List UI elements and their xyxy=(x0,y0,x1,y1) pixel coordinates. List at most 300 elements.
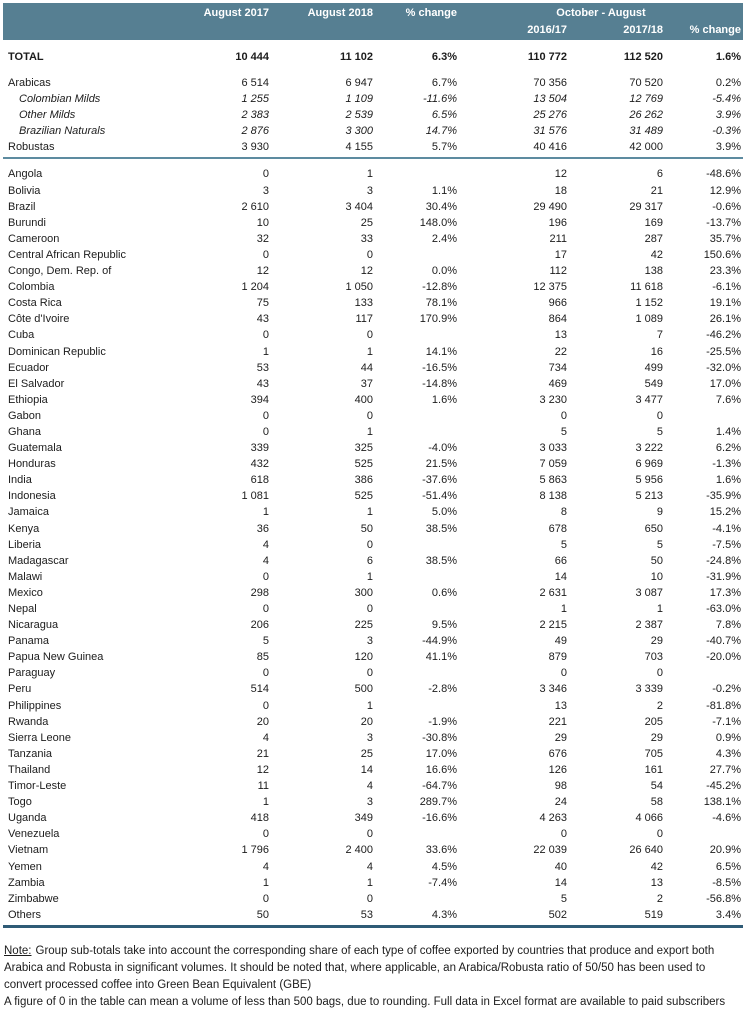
cell-value: -2.8% xyxy=(428,683,457,696)
cell-value: 41.1% xyxy=(425,651,457,664)
cell-value: 0 xyxy=(262,329,269,342)
note-text-1: Group sub-totals take into account the corresponding share of each type of coffee exported by countries that produce and export both Arabica and Robusta in significant volumes. It should be noted that, where applicable, an Arabica/Robusta ratio of 50/50 has been used to convert processed coffee into Green Bean Equivalent (GBE) xyxy=(4,944,715,991)
cell-value: 1 xyxy=(262,506,269,519)
cell-value: 1 xyxy=(366,699,373,712)
cell-value: 432 xyxy=(250,458,269,471)
cell-value: 32 xyxy=(256,232,269,245)
row-label: Other Milds xyxy=(19,109,76,122)
col-header-2017-18: 2017/18 xyxy=(623,23,663,36)
row-label: Paraguay xyxy=(8,667,56,680)
cell-value: 2 610 xyxy=(241,200,269,213)
cell-value: 5 213 xyxy=(635,490,663,503)
header-country-cell xyxy=(3,5,175,22)
cell-value: 12 xyxy=(360,265,373,278)
cell-value: 25 xyxy=(360,216,373,229)
cell-value: -0.3% xyxy=(712,125,741,138)
countries-section xyxy=(0,166,745,922)
cell-value: 43 xyxy=(256,313,269,326)
cell-value: -16.5% xyxy=(422,361,457,374)
cell-value: 138.1% xyxy=(703,796,741,809)
divider-after-countries xyxy=(3,925,743,928)
cell-value: 1 xyxy=(366,425,373,438)
cell-value: 2 400 xyxy=(345,844,373,857)
cell-value: 734 xyxy=(548,361,567,374)
row-label: India xyxy=(8,474,32,487)
cell-value: 0 xyxy=(366,248,373,261)
cell-value: 4 xyxy=(262,731,269,744)
cell-value: 0 xyxy=(262,828,269,841)
cell-value: 43 xyxy=(256,377,269,390)
cell-value: 2 387 xyxy=(635,619,663,632)
cell-value: 9.5% xyxy=(431,619,457,632)
row-label: Kenya xyxy=(8,522,40,535)
row-label: Congo, Dem. Rep. of xyxy=(8,265,112,278)
cell-value: 0 xyxy=(262,892,269,905)
cell-value: 0 xyxy=(262,570,269,583)
cell-value: -45.2% xyxy=(706,780,741,793)
cell-value: -7.4% xyxy=(428,876,457,889)
cell-value: -24.8% xyxy=(706,554,741,567)
cell-value: 53 xyxy=(256,361,269,374)
row-label: Honduras xyxy=(8,458,56,471)
cell-value: 14 xyxy=(360,763,373,776)
country-row xyxy=(3,311,743,327)
cell-value: 13 504 xyxy=(533,93,567,106)
cell-value: 206 xyxy=(250,619,269,632)
cell-value: 10 444 xyxy=(235,51,269,63)
cell-value: 10 xyxy=(650,570,663,583)
cell-value xyxy=(665,665,743,681)
cell-value: -6.1% xyxy=(712,281,741,294)
row-label: Venezuela xyxy=(8,828,60,841)
cell-value: 3 346 xyxy=(539,683,567,696)
cell-value xyxy=(375,408,459,424)
cell-value: -56.8% xyxy=(706,892,741,905)
cell-value: 29 490 xyxy=(533,200,567,213)
cell-value: 3 xyxy=(366,731,373,744)
group-row xyxy=(3,75,743,91)
cell-value: 5 xyxy=(560,892,567,905)
country-row xyxy=(3,842,743,858)
cell-value: 3 xyxy=(366,184,373,197)
country-row xyxy=(3,279,743,295)
country-row xyxy=(3,504,743,520)
row-label: Panama xyxy=(8,635,49,648)
cell-value xyxy=(375,601,459,617)
cell-value: 650 xyxy=(644,522,663,535)
row-label: Yemen xyxy=(8,860,42,873)
coffee-export-table-page xyxy=(0,3,745,1011)
cell-value xyxy=(375,166,459,182)
cell-value: -8.5% xyxy=(712,876,741,889)
cell-value: 29 xyxy=(650,635,663,648)
row-label: Madagascar xyxy=(8,554,69,567)
cell-value: 1 xyxy=(262,796,269,809)
cell-value: 27.7% xyxy=(709,763,741,776)
cell-value: 21 xyxy=(256,747,269,760)
country-row xyxy=(3,569,743,585)
cell-value: -64.7% xyxy=(422,780,457,793)
row-label: Colombian Milds xyxy=(19,93,101,106)
cell-value: -44.9% xyxy=(422,635,457,648)
cell-value xyxy=(375,424,459,440)
country-row xyxy=(3,762,743,778)
cell-value: 42 000 xyxy=(629,141,663,154)
cell-value: 26.1% xyxy=(709,313,741,326)
cell-value: -63.0% xyxy=(706,603,741,615)
col-header-pct-change-yearly: % change xyxy=(689,23,741,36)
cell-value: 502 xyxy=(548,908,567,921)
row-label: Thailand xyxy=(8,763,51,776)
row-label: Nepal xyxy=(8,603,37,615)
cell-value: 205 xyxy=(644,715,663,728)
cell-value: 3 033 xyxy=(539,442,567,455)
row-label: Malawi xyxy=(8,570,43,583)
cell-value: 120 xyxy=(354,651,373,664)
cell-value: 20 xyxy=(360,715,373,728)
cell-value: -1.9% xyxy=(428,715,457,728)
cell-value: 14.1% xyxy=(425,345,457,358)
cell-value: 1 xyxy=(366,570,373,583)
cell-value: 25 276 xyxy=(533,109,567,122)
cell-value: 112 xyxy=(549,265,567,278)
cell-value: -7.5% xyxy=(712,538,741,551)
row-label: Others xyxy=(8,908,42,921)
cell-value: 13 xyxy=(650,876,663,889)
cell-value: 6 514 xyxy=(241,77,269,89)
cell-value: 17.0% xyxy=(425,747,457,760)
cell-value xyxy=(375,327,459,343)
cell-value: 211 xyxy=(549,232,567,245)
cell-value: 0 xyxy=(366,538,373,551)
cell-value: 22 039 xyxy=(533,844,567,857)
cell-value: 1 xyxy=(366,876,373,889)
row-label: Brazil xyxy=(8,200,36,213)
row-label: Tanzania xyxy=(8,747,53,760)
cell-value: 6.5% xyxy=(431,109,457,122)
cell-value: 29 xyxy=(650,731,663,744)
cell-value: 349 xyxy=(354,812,373,825)
cell-value: -4.6% xyxy=(712,812,741,825)
table-header xyxy=(3,3,743,40)
cell-value: 3 087 xyxy=(635,586,663,599)
cell-value: 36 xyxy=(256,522,269,535)
country-row xyxy=(3,392,743,408)
cell-value: 0 xyxy=(262,168,269,181)
cell-value: 1 xyxy=(656,603,663,615)
cell-value: 500 xyxy=(354,683,373,696)
cell-value: 4 xyxy=(366,780,373,793)
cell-value: 0 xyxy=(262,425,269,438)
cell-value: 33.6% xyxy=(425,844,457,857)
country-row xyxy=(3,521,743,537)
group-row xyxy=(3,139,743,155)
cell-value: 38.5% xyxy=(425,554,457,567)
cell-value: 4 xyxy=(366,860,373,873)
cell-value: 0 xyxy=(262,603,269,615)
cell-value: 287 xyxy=(644,232,663,245)
header-row-2 xyxy=(3,22,743,39)
cell-value: 54 xyxy=(650,780,663,793)
cell-value: 1 109 xyxy=(345,93,373,106)
cell-value: 1 255 xyxy=(241,93,269,106)
cell-value: 40 xyxy=(554,860,567,873)
country-row xyxy=(3,875,743,891)
row-label: Jamaica xyxy=(8,506,49,519)
cell-value: 12 xyxy=(554,168,567,181)
country-row xyxy=(3,183,743,199)
total-section xyxy=(0,49,745,66)
country-row xyxy=(3,440,743,456)
country-row xyxy=(3,585,743,601)
country-row xyxy=(3,714,743,730)
cell-value: 0.0% xyxy=(431,265,457,278)
cell-value: -4.1% xyxy=(712,522,741,535)
cell-value: 1 xyxy=(366,345,373,358)
cell-value: 1 089 xyxy=(635,313,663,326)
cell-value: 58 xyxy=(650,796,663,809)
row-label: Indonesia xyxy=(8,490,56,503)
cell-value: 6 947 xyxy=(345,77,373,89)
cell-value: 126 xyxy=(548,763,567,776)
cell-value: 2 215 xyxy=(539,619,567,632)
row-label: Bolivia xyxy=(8,184,41,197)
cell-value: 514 xyxy=(250,683,269,696)
cell-value: 1.1% xyxy=(431,184,457,197)
cell-value: 0 xyxy=(262,699,269,712)
cell-value: 44 xyxy=(360,361,373,374)
cell-value: 0 xyxy=(560,409,567,422)
cell-value: 138 xyxy=(644,265,663,278)
cell-value: 469 xyxy=(548,377,567,390)
cell-value: 2 383 xyxy=(241,109,269,122)
cell-value: 23.3% xyxy=(709,265,741,278)
row-label: Gabon xyxy=(8,409,42,422)
row-label: Ghana xyxy=(8,425,42,438)
cell-value: 400 xyxy=(354,393,373,406)
cell-value: 676 xyxy=(548,747,567,760)
total-row xyxy=(3,49,743,66)
country-row xyxy=(3,424,743,440)
cell-value: 3.9% xyxy=(715,141,741,154)
cell-value: 40 416 xyxy=(533,141,567,154)
cell-value: 549 xyxy=(644,377,663,390)
cell-value: 0.6% xyxy=(431,586,457,599)
country-row xyxy=(3,810,743,826)
country-row xyxy=(3,215,743,231)
country-row xyxy=(3,794,743,810)
cell-value: -5.4% xyxy=(712,93,741,106)
cell-value xyxy=(375,247,459,263)
cell-value: 2.4% xyxy=(431,232,457,245)
cell-value: 15.2% xyxy=(709,506,741,519)
cell-value: 20 xyxy=(256,715,269,728)
cell-value: -20.0% xyxy=(706,651,741,664)
cell-value: 7.6% xyxy=(715,393,741,406)
row-label: Philippines xyxy=(8,699,62,712)
country-row xyxy=(3,231,743,247)
cell-value: 7 xyxy=(656,329,663,342)
cell-value: 112 520 xyxy=(623,51,663,63)
country-row xyxy=(3,344,743,360)
cell-value xyxy=(375,537,459,553)
cell-value: 12 375 xyxy=(533,281,567,294)
cell-value: 225 xyxy=(354,619,373,632)
cell-value: 3 222 xyxy=(635,442,663,455)
row-label: Liberia xyxy=(8,538,42,551)
cell-value: 3 404 xyxy=(345,200,373,213)
cell-value: 170.9% xyxy=(419,313,457,326)
cell-value: 50 xyxy=(256,908,269,921)
row-label: Vietnam xyxy=(8,844,49,857)
cell-value: 0 xyxy=(656,409,663,422)
cell-value: 10 xyxy=(256,216,269,229)
cell-value: -0.2% xyxy=(712,683,741,696)
country-row xyxy=(3,488,743,504)
country-row xyxy=(3,891,743,907)
row-label: Zambia xyxy=(8,876,45,889)
cell-value xyxy=(375,826,459,842)
cell-value: 0 xyxy=(262,667,269,680)
cell-value: -31.9% xyxy=(706,570,741,583)
cell-value: 17 xyxy=(554,248,567,261)
cell-value: 110 772 xyxy=(527,51,567,63)
cell-value: 0 xyxy=(560,667,567,680)
cell-value: 38.5% xyxy=(425,522,457,535)
cell-value: -4.0% xyxy=(428,442,457,455)
cell-value: 5 xyxy=(656,538,663,551)
cell-value: 8 138 xyxy=(539,490,567,503)
cell-value: -32.0% xyxy=(706,361,741,374)
cell-value: 7 059 xyxy=(539,458,567,471)
cell-value: 394 xyxy=(250,393,269,406)
cell-value: 4.3% xyxy=(715,747,741,760)
cell-value: 864 xyxy=(548,313,567,326)
row-label: Guatemala xyxy=(8,442,62,455)
cell-value: 6 xyxy=(366,554,373,567)
cell-value: 117 xyxy=(355,313,373,326)
row-label: Dominican Republic xyxy=(8,345,106,358)
cell-value: 298 xyxy=(250,586,269,599)
group-row xyxy=(3,91,743,107)
row-label: Brazilian Naturals xyxy=(19,125,106,138)
country-row xyxy=(3,295,743,311)
cell-value: 37 xyxy=(360,377,373,390)
cell-value: 289.7% xyxy=(419,796,457,809)
cell-value: 1 081 xyxy=(241,490,269,503)
cell-value: 12.9% xyxy=(709,184,741,197)
cell-value: -11.6% xyxy=(422,93,457,106)
cell-value: 31 489 xyxy=(629,125,663,138)
cell-value: 75 xyxy=(256,297,269,310)
col-header-october-august: October - August xyxy=(556,7,646,19)
cell-value: 386 xyxy=(354,474,373,487)
cell-value: 618 xyxy=(250,474,269,487)
row-label: Côte d'Ivoire xyxy=(8,313,70,326)
cell-value: 221 xyxy=(548,715,567,728)
cell-value: 4 066 xyxy=(635,812,663,825)
cell-value: 3 230 xyxy=(539,393,567,406)
row-label: Ecuador xyxy=(8,361,49,374)
row-label: Arabicas xyxy=(8,77,51,89)
cell-value: 22 xyxy=(554,345,567,358)
cell-value: 5 xyxy=(262,635,269,648)
cell-value: 4.3% xyxy=(431,908,457,921)
cell-value: -25.5% xyxy=(706,345,741,358)
row-label: Central African Republic xyxy=(8,248,127,261)
cell-value: 14.7% xyxy=(425,125,457,138)
cell-value: 0 xyxy=(560,828,567,841)
cell-value: 16.6% xyxy=(425,763,457,776)
cell-value: 30.4% xyxy=(425,200,457,213)
cell-value: 0 xyxy=(366,603,373,615)
cell-value: 966 xyxy=(548,297,567,310)
cell-value: 19.1% xyxy=(709,297,741,310)
cell-value: 12 xyxy=(256,763,269,776)
cell-value: 1 xyxy=(262,876,269,889)
cell-value: 21 xyxy=(650,184,663,197)
cell-value: 42 xyxy=(650,860,663,873)
cell-value: 0 xyxy=(656,828,663,841)
cell-value: 4 155 xyxy=(345,141,373,154)
cell-value: -14.8% xyxy=(422,377,457,390)
cell-value: 0 xyxy=(366,409,373,422)
cell-value: 2 631 xyxy=(539,586,567,599)
cell-value: -46.2% xyxy=(706,329,741,342)
cell-value: 5 863 xyxy=(539,474,567,487)
cell-value: 148.0% xyxy=(419,216,457,229)
cell-value: 4.5% xyxy=(431,860,457,873)
country-row xyxy=(3,553,743,569)
country-row xyxy=(3,456,743,472)
country-row xyxy=(3,601,743,617)
cell-value: 5.0% xyxy=(431,506,457,519)
cell-value: 339 xyxy=(250,442,269,455)
row-label: El Salvador xyxy=(8,377,65,390)
row-label: Sierra Leone xyxy=(8,731,71,744)
row-label: Rwanda xyxy=(8,715,49,728)
cell-value: 50 xyxy=(650,554,663,567)
cell-value: 24 xyxy=(554,796,567,809)
cell-value: 3 339 xyxy=(635,683,663,696)
cell-value: -7.1% xyxy=(712,715,741,728)
cell-value: 14 xyxy=(554,876,567,889)
cell-value: 0.9% xyxy=(715,731,741,744)
cell-value: 1 xyxy=(560,603,567,615)
cell-value: 6.5% xyxy=(715,860,741,873)
cell-value: 1 xyxy=(366,506,373,519)
cell-value: 1.6% xyxy=(431,393,457,406)
cell-value: 98 xyxy=(554,780,567,793)
cell-value: 9 xyxy=(656,506,663,519)
cell-value: 3 300 xyxy=(345,125,373,138)
cell-value: -51.4% xyxy=(422,490,457,503)
cell-value: 50 xyxy=(360,522,373,535)
cell-value: 1.6% xyxy=(715,474,741,487)
cell-value: 11 xyxy=(257,780,269,793)
country-row xyxy=(3,746,743,762)
note-label: Note: xyxy=(4,944,32,957)
cell-value: 3 xyxy=(262,184,269,197)
cell-value xyxy=(375,665,459,681)
cell-value: 1.4% xyxy=(715,425,741,438)
group-row xyxy=(3,123,743,139)
country-row xyxy=(3,408,743,424)
cell-value: -30.8% xyxy=(422,731,457,744)
cell-value: 12 xyxy=(256,265,269,278)
cell-value: 3 930 xyxy=(241,141,269,154)
cell-value: 49 xyxy=(554,635,567,648)
